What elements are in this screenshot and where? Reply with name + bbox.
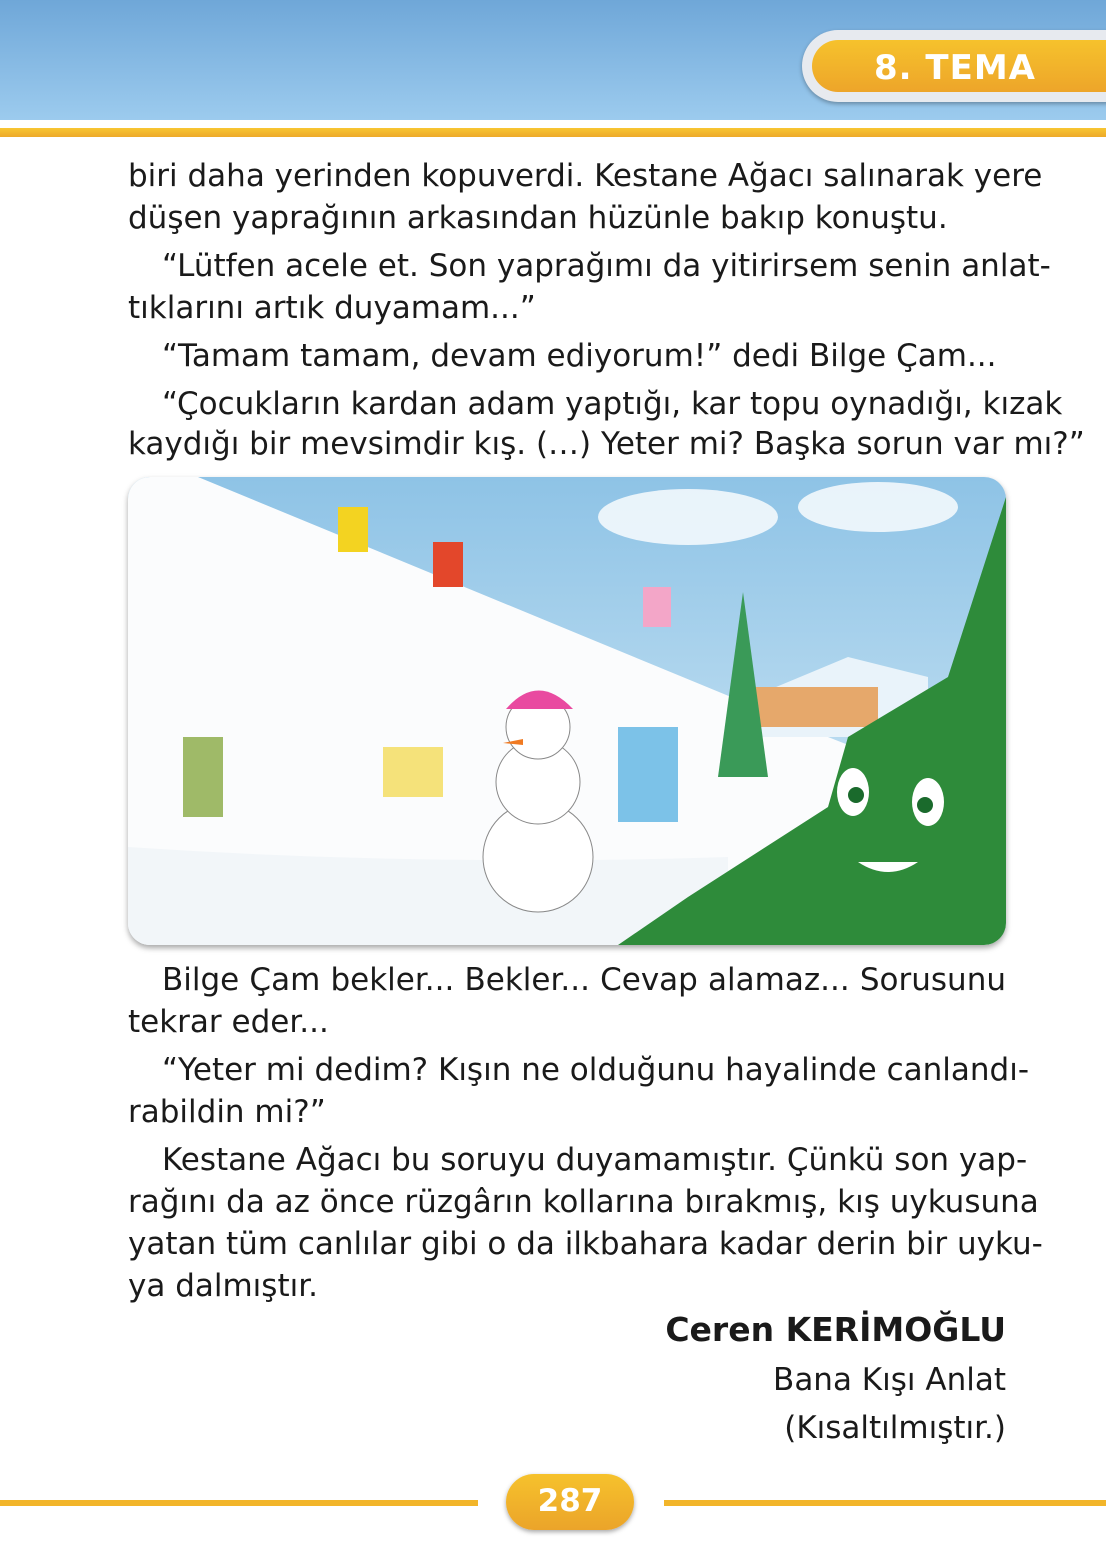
header-divider (0, 120, 1106, 128)
text-line: “Çocukların kardan adam yaptığı, kar topu oynadığı, kızak (162, 386, 1063, 422)
text-line: tekrar eder... (128, 1004, 329, 1040)
header-stripe (0, 128, 1106, 137)
text-line: ya dalmıştır. (128, 1268, 318, 1304)
text-line: “Yeter mi dedim? Kışın ne olduğunu hayalinde canlandı- (162, 1052, 1030, 1088)
text-line: rabildin mi?” (128, 1094, 326, 1130)
theme-label: 8. TEMA (874, 48, 1036, 88)
text-line: yatan tüm canlılar gibi o da ilkbahara kadar derin bir uyku- (128, 1226, 1043, 1262)
source-title: Bana Kışı Anlat (773, 1362, 1006, 1398)
footer-line-left (0, 1500, 478, 1506)
page-number: 287 (537, 1483, 603, 1519)
author-name: Ceren KERİMOĞLU (665, 1310, 1006, 1349)
theme-badge (802, 30, 1106, 102)
text-line: kaydığı bir mevsimdir kış. (…) Yeter mi? Başka sorun var mı?” (128, 426, 1085, 462)
winter-illustration (128, 477, 1006, 945)
text-line: Kestane Ağacı bu soruyu duyamamıştır. Çünkü son yap- (162, 1142, 1028, 1178)
text-line: düşen yaprağının arkasından hüzünle bakıp konuştu. (128, 200, 948, 236)
text-line: tıklarını artık duyamam...” (128, 290, 536, 326)
text-line: Bilge Çam bekler... Bekler... Cevap alamaz... Sorusunu (162, 962, 1006, 998)
page-number-badge (506, 1474, 634, 1530)
text-line: rağını da az önce rüzgârın kollarına bırakmış, kış uykusuna (128, 1184, 1039, 1220)
footer-line-right (664, 1500, 1106, 1506)
text-line: “Tamam tamam, devam ediyorum!” dedi Bilge Çam... (162, 338, 997, 374)
text-line: biri daha yerinden kopuverdi. Kestane Ağacı salınarak yere (128, 158, 1043, 194)
text-line: “Lütfen acele et. Son yaprağımı da yitirirsem senin anlat- (162, 248, 1051, 284)
abridged-note: (Kısaltılmıştır.) (784, 1410, 1006, 1446)
